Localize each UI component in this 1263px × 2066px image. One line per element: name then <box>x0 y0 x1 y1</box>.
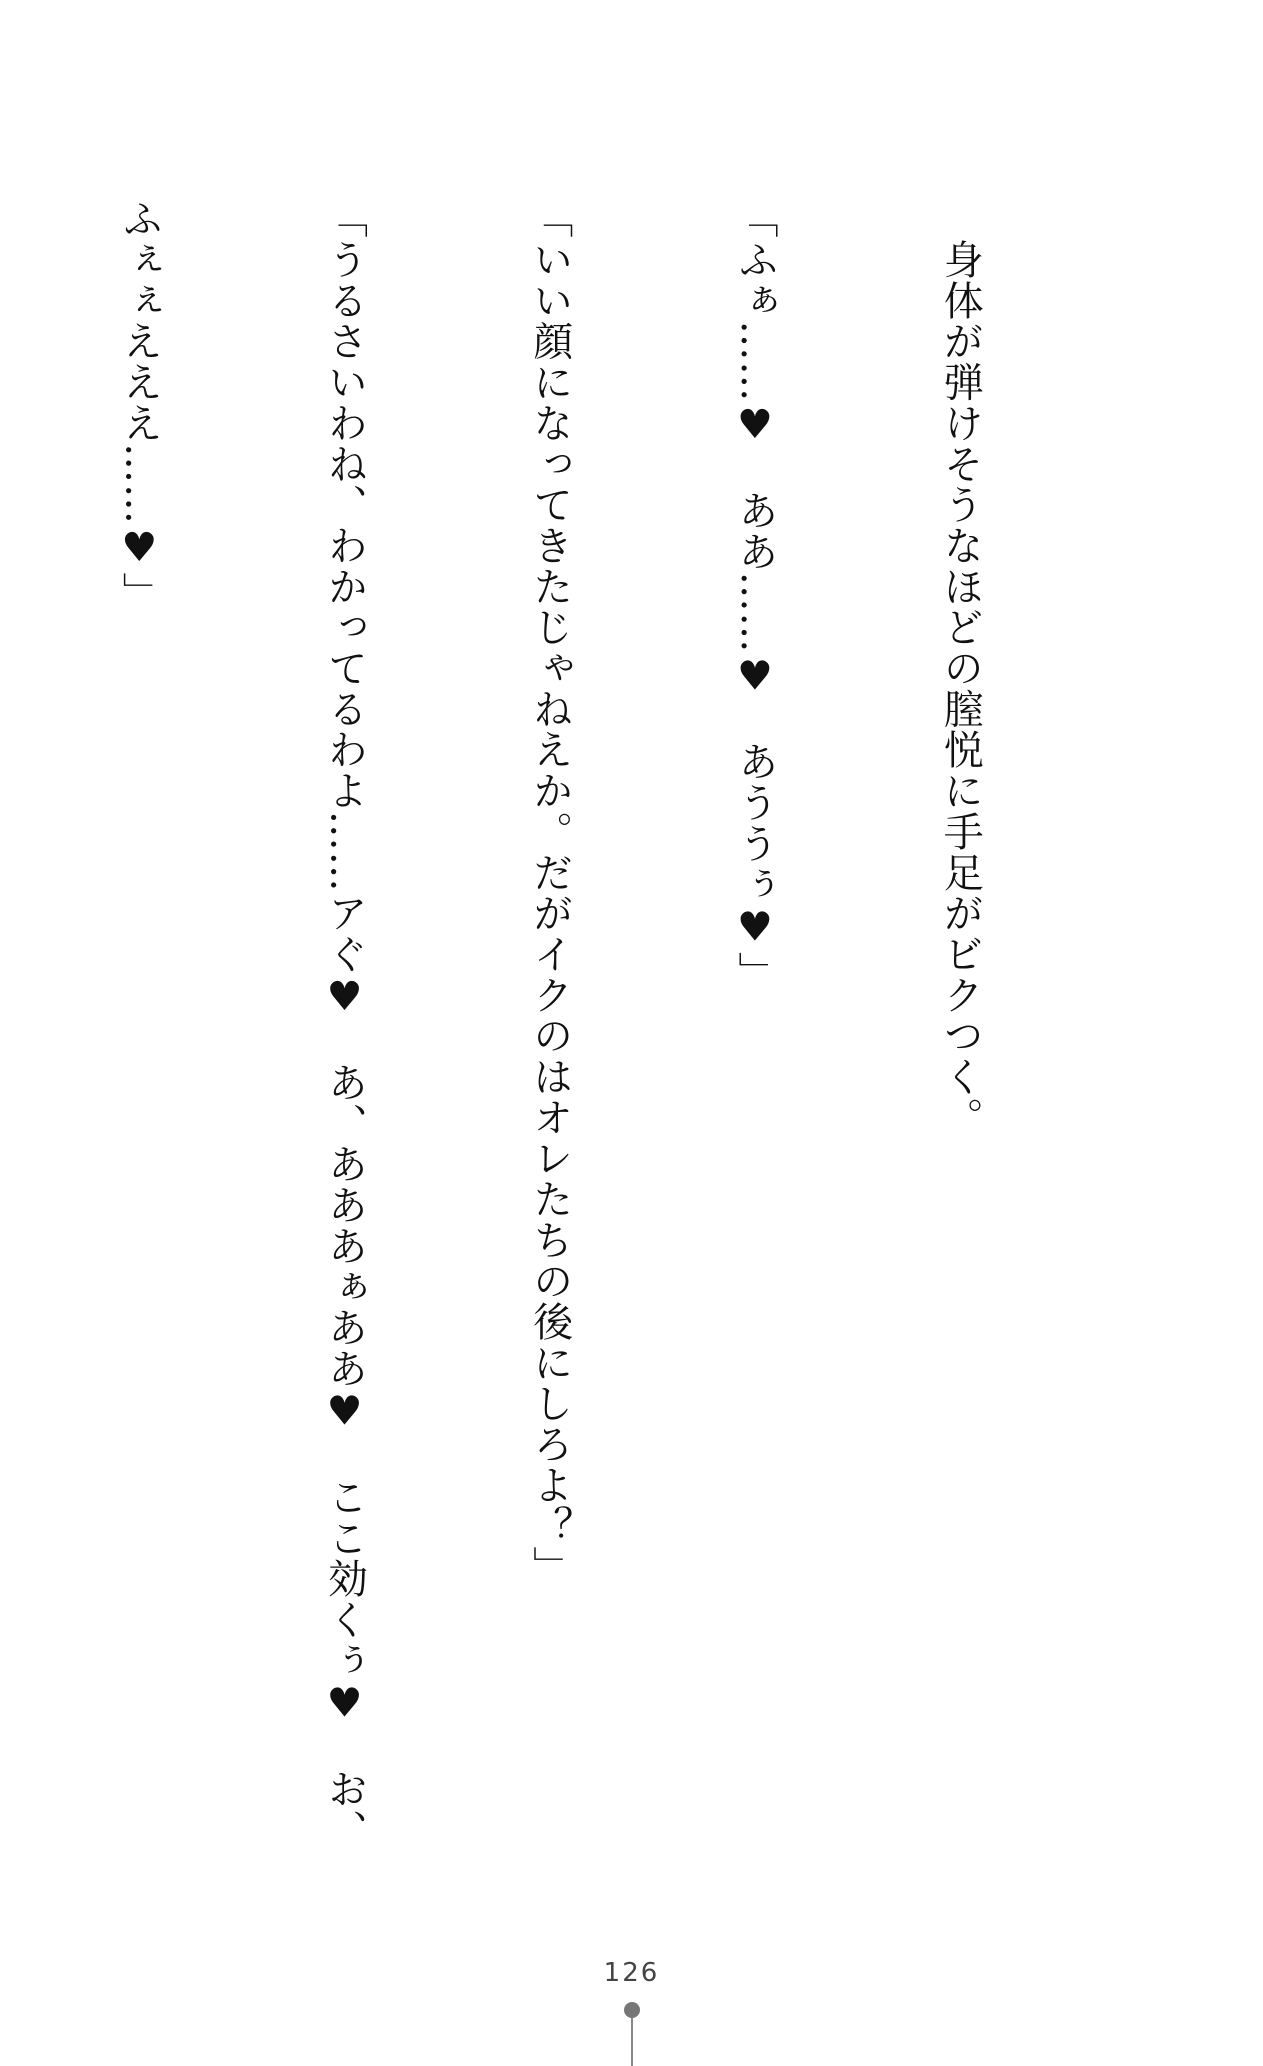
page-number: 126 <box>603 1958 660 1988</box>
text-line: 「うるさいわね、わかってるわよ……アぐ♥ あ、あああぁああ♥ ここ効くぅ♥ お、 <box>321 198 368 1850</box>
page-marker-dot <box>624 2002 640 2018</box>
vertical-text-body <box>71 198 1131 1878</box>
page-marker-line <box>631 2018 633 2066</box>
text-line: 身体が弾けそうなほどの膣悦に手足がビクつく。 <box>937 198 984 1138</box>
text-line: 「いい顔になってきたじゃねえか。だがイクのはオレたちの後にしろよ？」 <box>526 198 573 1587</box>
text-line: ふぇぇえええ……♥」 <box>116 198 163 613</box>
text-line: 「ふぁ……♥ ああ……♥ あううぅ♥」 <box>731 198 778 993</box>
